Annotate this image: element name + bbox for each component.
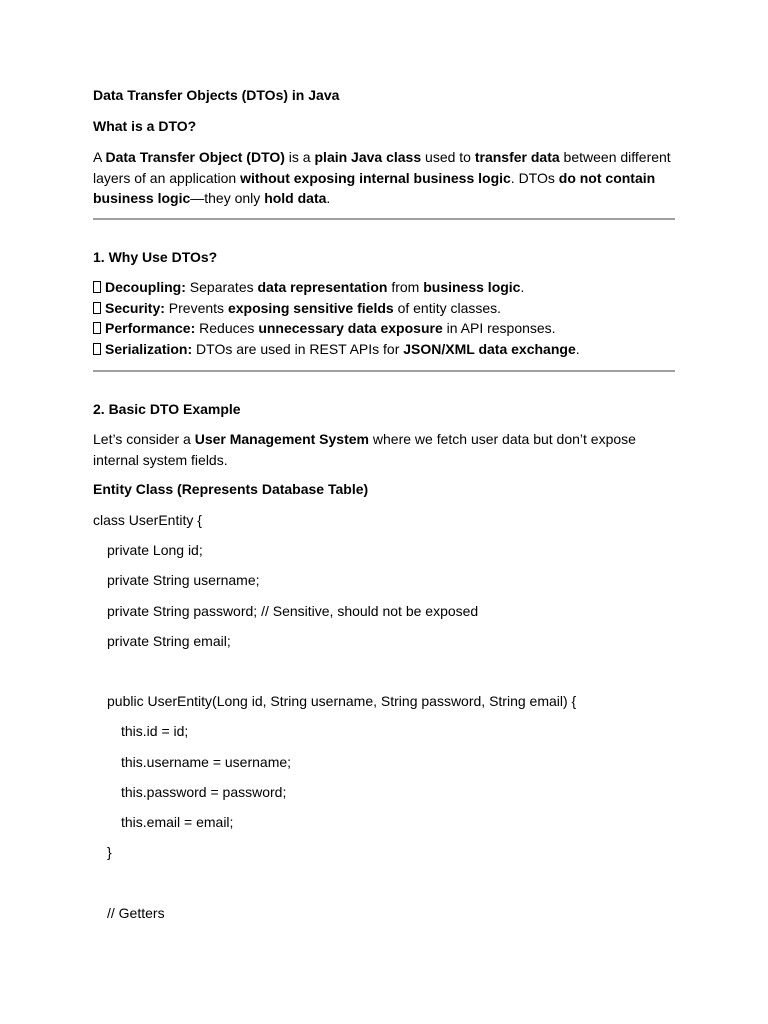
why-use-dtos-heading: 1. Why Use DTOs? — [93, 249, 218, 265]
list-item — [93, 318, 675, 339]
code-line: this.email = email; — [121, 814, 234, 830]
list-item — [93, 277, 675, 298]
text-run: is a — [284, 149, 315, 165]
list-item — [93, 339, 675, 360]
list-item-text — [105, 279, 524, 295]
text-run: between different layers of an application — [93, 149, 671, 186]
bold-text: plain Java class — [314, 149, 422, 165]
bold-text: business logic — [423, 279, 521, 295]
list-item-text — [105, 341, 580, 357]
text-run: in API responses. — [442, 320, 556, 336]
dto-definition-paragraph — [93, 147, 675, 209]
text-run: Separates — [185, 279, 258, 295]
text-run: where we fetch user data but don’t expose internal system fields. — [93, 431, 636, 468]
document-title: Data Transfer Objects (DTOs) in Java — [93, 87, 340, 103]
list-item — [93, 298, 675, 319]
code-line: private String username; — [107, 572, 260, 589]
bold-text: unnecessary data exposure — [258, 320, 443, 336]
code-line: } — [107, 844, 112, 861]
text-run: . DTOs — [510, 169, 559, 186]
entity-class-heading: Entity Class (Represents Database Table) — [93, 481, 369, 497]
text-run: Reduces — [195, 320, 259, 336]
bold-text: without exposing internal business logic — [240, 169, 511, 186]
checkbox-glyph-icon — [93, 302, 101, 314]
bold-text: JSON/XML data exchange — [403, 340, 576, 357]
text-run: of entity classes. — [393, 299, 502, 316]
bold-text: Security: — [105, 299, 165, 316]
basic-dto-example-heading: 2. Basic DTO Example — [93, 401, 241, 417]
code-line: public UserEntity(Long id, String username, String password, String email) { — [107, 693, 577, 710]
bold-text: exposing sensitive fields — [227, 299, 394, 316]
bold-text: hold data — [264, 190, 327, 206]
bold-text: do not contain business logic — [93, 169, 656, 206]
example-intro-paragraph — [93, 429, 675, 470]
bold-text: data representation — [257, 279, 388, 295]
list-item-text — [105, 300, 501, 316]
text-run: . — [326, 190, 331, 206]
code-line: this.username = username; — [121, 753, 292, 770]
bold-text: Serialization: — [105, 340, 193, 357]
horizontal-rule — [93, 218, 675, 220]
bold-text: Decoupling: — [105, 279, 186, 295]
code-line: private String email; — [107, 632, 231, 649]
text-run: Prevents — [164, 299, 228, 316]
bold-text: transfer data — [474, 149, 560, 165]
list-item-text — [105, 320, 556, 336]
why-use-dtos-list — [93, 277, 675, 359]
code-line: private Long id; — [107, 542, 203, 559]
checkbox-glyph-icon — [93, 281, 101, 293]
what-is-dto-heading: What is a DTO? — [93, 118, 197, 134]
bold-text: Performance: — [105, 320, 196, 336]
checkbox-glyph-icon — [93, 343, 101, 355]
code-line: // Getters — [107, 904, 165, 921]
checkbox-glyph-icon — [93, 322, 101, 334]
text-run: DTOs are used in REST APIs for — [192, 340, 404, 357]
text-run: . — [575, 340, 580, 357]
text-run: Let’s consider a — [93, 431, 195, 447]
code-line: this.password = password; — [121, 783, 287, 800]
code-line: this.id = id; — [121, 723, 189, 740]
text-run: —they only — [190, 190, 265, 206]
text-run: from — [387, 279, 424, 295]
text-run: A — [93, 149, 106, 165]
code-line: private String password; // Sensitive, should not be exposed — [107, 602, 479, 619]
text-run: used to — [421, 149, 475, 165]
text-run: . — [520, 279, 525, 295]
code-line: class UserEntity { — [93, 512, 202, 528]
bold-text: User Management System — [194, 431, 369, 447]
bold-text: Data Transfer Object (DTO) — [105, 149, 285, 165]
horizontal-rule — [93, 370, 675, 372]
